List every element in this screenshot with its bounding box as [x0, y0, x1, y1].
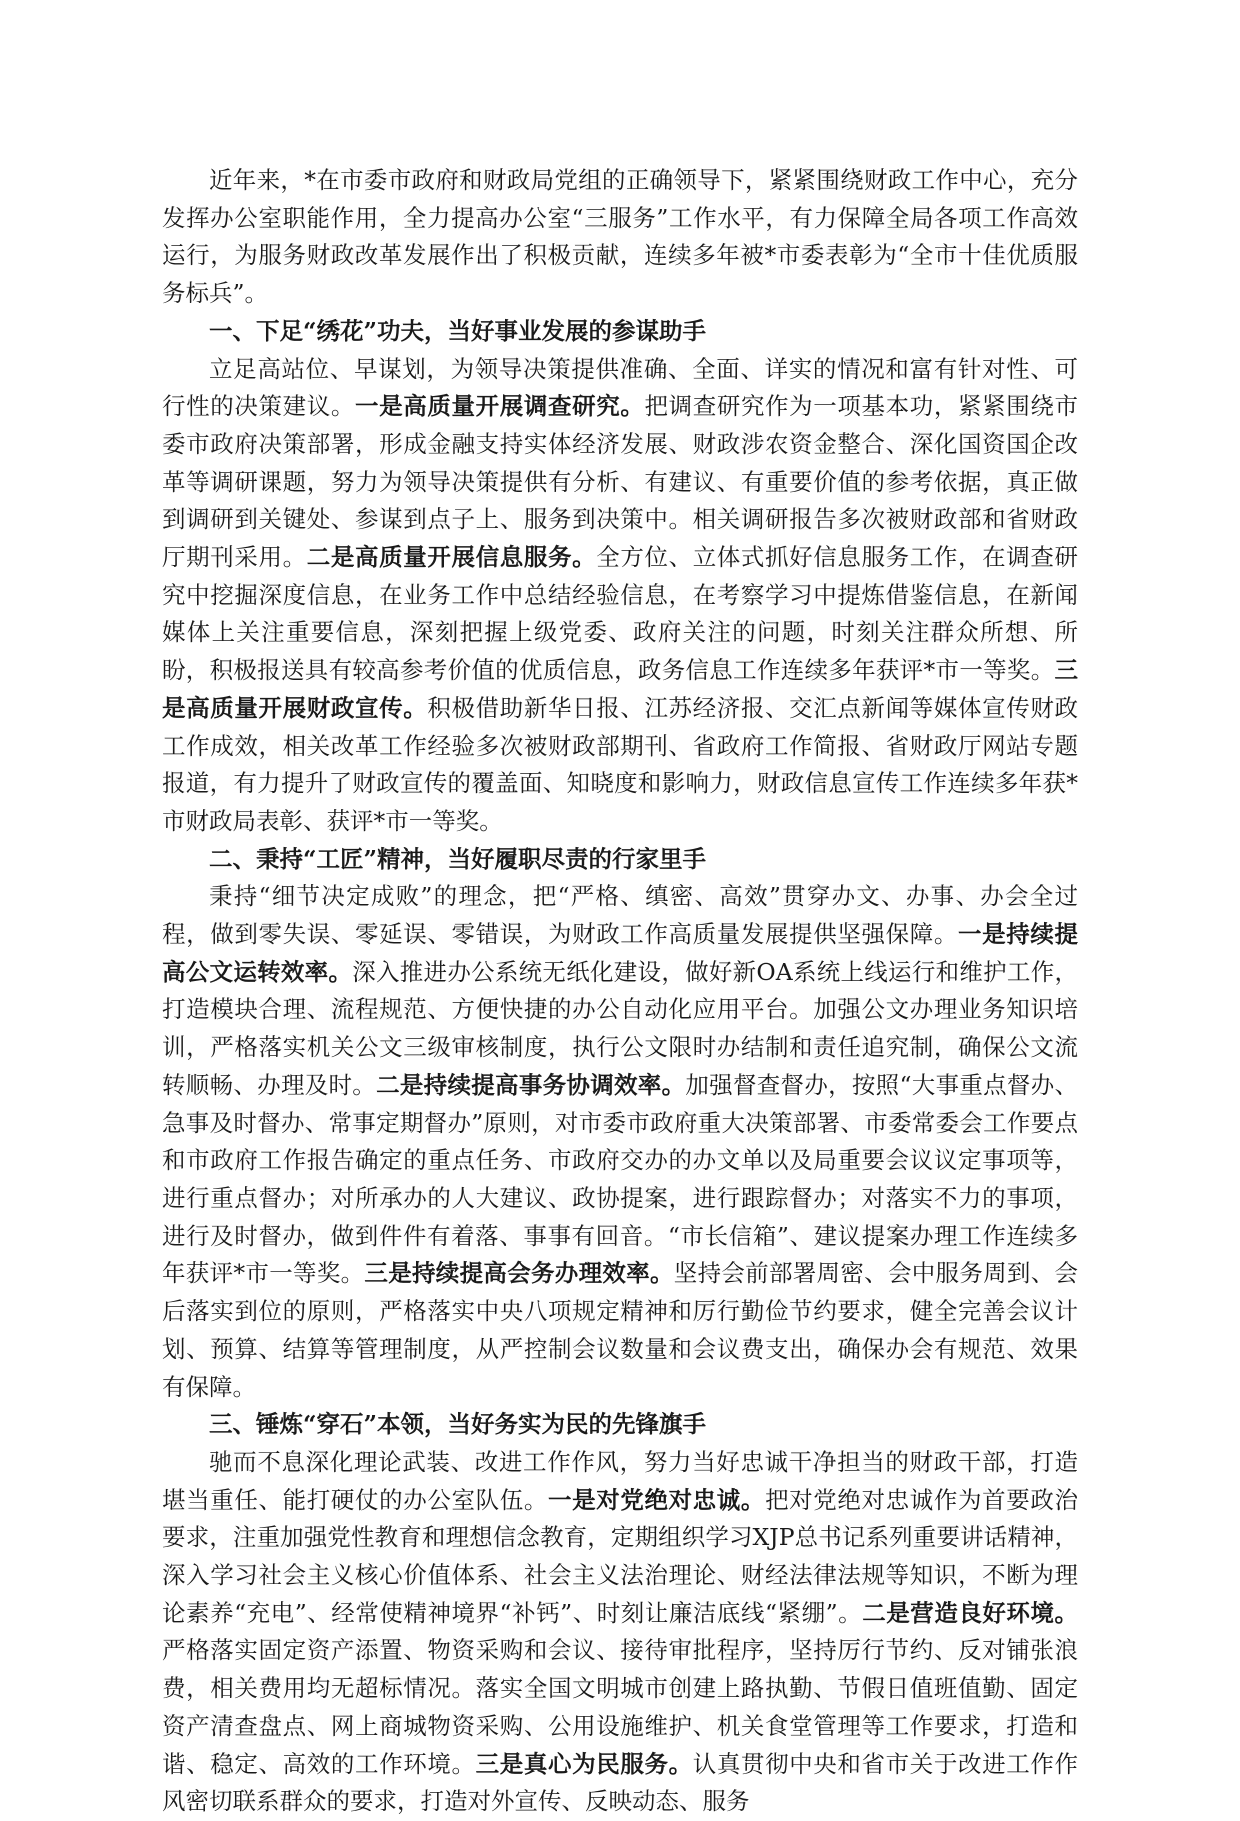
- text-segment: 加强督查督办，按照“大事重点督办、急事及时督办、常事定期督办”原则，对市委市政府重大决策部署、市委常委会工作要点和市政府工作报告确定的重点任务、市政府交办的办文单以及局重要会议议定事项等，进行重点督办；对所承办的人大建议、政协提案，进行跟踪督办；对落实不力的事项，进行及时督办，做到件件有着落、事事有回音。“市长信箱”、建议提案办理工作连续多年获评*市一等奖。: [162, 1070, 1079, 1288]
- bold-text-segment: 三、锤炼“穿石”本领，当好务实为民的先锋旗手: [209, 1410, 707, 1439]
- text-segment: 坚持会前部署周密、会中服务周到、会后落实到位的原则，严格落实中央八项规定精神和厉行勤俭节约要求，健全完善会议计划、预算、结算等管理制度，从严控制会议数量和会议费支出，确保办会有规范、效果有保障。: [162, 1259, 1079, 1401]
- section-heading: [162, 313, 1078, 351]
- body-paragraph: [162, 878, 1078, 1406]
- bold-text-segment: 三是高质量开展财政宣传。: [162, 656, 1078, 722]
- text-segment: 积极借助新华日报、江苏经济报、交汇点新闻等媒体宣传财政工作成效，相关改革工作经验多次被财政部期刊、省政府工作简报、省财政厅网站专题报道，有力提升了财政宣传的覆盖面、知晓度和影响力，财政信息宣传工作连续多年获*市财政局表彰、获评*市一等奖。: [162, 693, 1079, 835]
- text-segment: 全方位、立体式抓好信息服务工作，在调查研究中挖掘深度信息，在业务工作中总结经验信息，在考察学习中提炼借鉴信息，在新闻媒体上关注重要信息，深刻把握上级党委、政府关注的问题，时刻关注群众所想、所盼，积极报送具有较高参考价值的优质信息，政务信息工作连续多年获评*市一等奖。: [162, 543, 1079, 685]
- text-segment: 驰而不息深化理论武装、改进工作作风，努力当好忠诚干净担当的财政干部，打造堪当重任、能打硬仗的办公室队伍。: [162, 1447, 1078, 1514]
- text-segment: 秉持“细节决定成败”的理念，把“严格、缜密、高效”贯穿办文、办事、办会全过程，做到零失误、零延误、零错误，为财政工作高质量发展提供坚强保障。: [162, 882, 1078, 949]
- bold-text-segment: 二是营造良好环境。: [862, 1598, 1078, 1627]
- section-heading: [162, 1406, 1078, 1444]
- text-segment: 近年来，*在市委市政府和财政局党组的正确领导下，紧紧围绕财政工作中心，充分发挥办公室职能作用，全力提高办公室“三服务”工作水平，有力保障全局各项工作高效运行，为服务财政改革发展作出了积极贡献，连续多年被*市委表彰为“全市十佳优质服务标兵”。: [162, 166, 1078, 308]
- body-paragraph: [162, 1444, 1078, 1821]
- body-paragraph: [162, 351, 1078, 841]
- section-heading: [162, 841, 1078, 879]
- text-segment: 把对党绝对忠诚作为首要政治要求，注重加强党性教育和理想信念教育，定期组织学习XJP总书记系列重要讲话精神，深入学习社会主义核心价值体系、社会主义法治理论、财经法律法规等知识，不断为理论素养“充电”、经常使精神境界“补钙”、时刻让廉洁底线“紧绷”。: [162, 1485, 1079, 1627]
- text-segment: 认真贯彻中央和省市关于改进工作作风密切联系群众的要求，打造对外宣传、反映动态、服务: [162, 1749, 1079, 1816]
- bold-text-segment: 一是持续提高公文运转效率。: [162, 920, 1079, 986]
- body-paragraph: [162, 162, 1078, 313]
- bold-text-segment: 三是真心为民服务。: [475, 1749, 693, 1778]
- bold-text-segment: 二是持续提高事务协调效率。: [376, 1070, 686, 1099]
- text-segment: 深入推进办公系统无纸化建设，做好新OA系统上线运行和维护工作，打造模块合理、流程规范、方便快捷的办公自动化应用平台。加强公文办理业务知识培训，严格落实机关公文三级审核制度，执行公文限时办结制和责任追究制，确保公文流转顺畅、办理及时。: [162, 957, 1078, 1099]
- text-segment: 立足高站位、早谋划，为领导决策提供准确、全面、详实的情况和富有针对性、可行性的决策建议。: [162, 354, 1078, 421]
- bold-text-segment: 二、秉持“工匠”精神，当好履职尽责的行家里手: [209, 844, 707, 873]
- text-segment: 严格落实固定资产添置、物资采购和会议、接待审批程序，坚持厉行节约、反对铺张浪费，相关费用均无超标情况。落实全国文明城市创建上路执勤、节假日值班值勤、固定资产清查盘点、网上商城物资采购、公用设施维护、机关食堂管理等工作要求，打造和谐、稳定、高效的工作环境。: [162, 1636, 1078, 1778]
- text-segment: 把调查研究作为一项基本功，紧紧围绕市委市政府决策部署，形成金融支持实体经济发展、财政涉农资金整合、深化国资国企改革等调研课题，努力为领导决策提供有分析、有建议、有重要价值的参考依据，真正做到调研到关键处、参谋到点子上、服务到决策中。相关调研报告多次被财政部和省财政厅期刊采用。: [162, 392, 1079, 572]
- bold-text-segment: 一、下足“绣花”功夫，当好事业发展的参谋助手: [209, 316, 707, 345]
- bold-text-segment: 三是持续提高会务办理效率。: [364, 1259, 674, 1288]
- bold-text-segment: 二是高质量开展信息服务。: [306, 543, 597, 572]
- document-body: [162, 162, 1078, 1821]
- bold-text-segment: 一是高质量开展调查研究。: [354, 392, 645, 421]
- bold-text-segment: 一是对党绝对忠诚。: [547, 1485, 766, 1514]
